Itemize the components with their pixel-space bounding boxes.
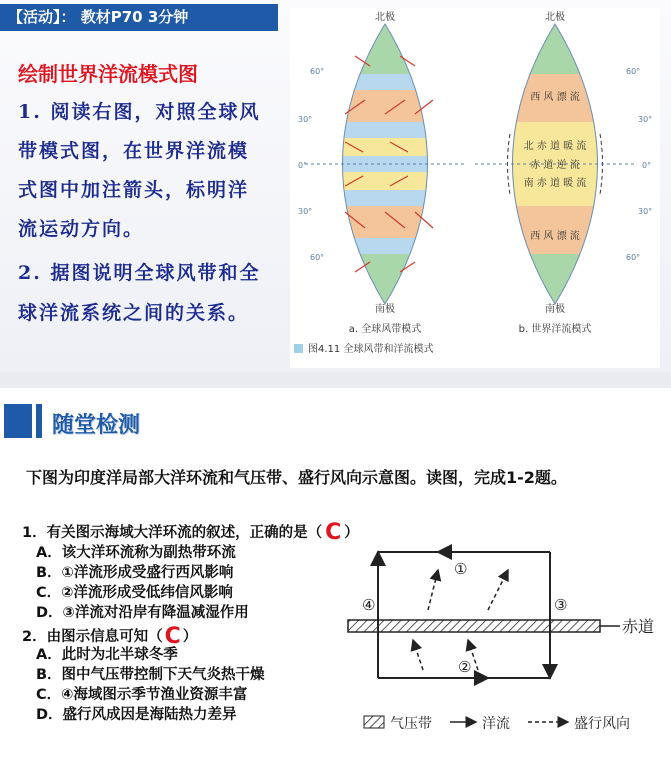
current-band-label: 南 赤 道 暖 流: [523, 178, 587, 189]
section-bar: [36, 404, 42, 438]
quiz-intro: 下图为印度洋局部大洋环流和气压带、盛行风向示意图。读图，完成1-2题。: [26, 468, 567, 487]
option-d: D．盛行风成因是海陆热力差异: [36, 707, 237, 723]
lat-label: 0°: [298, 161, 308, 170]
question-stem-close: ）: [182, 629, 198, 645]
lat-label: 30°: [638, 207, 653, 216]
figure-caption: 图4.11 全球风带和洋流模式: [308, 344, 434, 355]
task-line: 带模式图，在世界洋流模: [18, 140, 250, 162]
option-c: C．④海域图示季节渔业资源丰富: [36, 687, 248, 703]
lat-label: 60°: [626, 253, 641, 262]
current-band-label: 北 赤 道 暖 流: [523, 141, 587, 152]
left-south-label: 南极: [375, 304, 395, 315]
legend-pressure-label: 气压带: [390, 716, 432, 732]
lat-label: 30°: [298, 207, 313, 216]
right-caption: b. 世界洋流模式: [518, 324, 592, 335]
right-south-label: 南极: [545, 304, 565, 315]
right-north-label: 北极: [545, 12, 565, 23]
legend-wind-label: 盛行风向: [574, 716, 630, 732]
left-north-label: 北极: [375, 12, 395, 23]
question-stem-text: 1．有关图示海域大洋环流的叙述，正确的是（: [22, 525, 323, 541]
label-1: ①: [454, 560, 468, 578]
option-b: B．图中气压带控制下天气炎热干燥: [36, 667, 265, 683]
wind-belt-globe: [295, 24, 475, 304]
task-line: 1. 阅读右图，对照全球风: [18, 101, 261, 123]
task-line: 式图中加注箭头，标明洋: [18, 179, 250, 201]
answer-mark: C: [325, 520, 342, 545]
section-bar: [4, 404, 32, 438]
option-a: A．此时为北半球冬季: [36, 647, 178, 663]
caption-marker: [294, 344, 303, 353]
lat-label: 60°: [310, 253, 325, 262]
answer-mark: C: [164, 624, 181, 649]
slide-divider: [0, 372, 671, 388]
option-c: C．②洋流形成受低纬信风影响: [36, 585, 233, 601]
question-stem-close: ）: [344, 525, 359, 541]
left-caption: a. 全球风带模式: [348, 324, 422, 335]
pressure-belt: [348, 620, 600, 632]
current-band-label: 西 风 漂 流: [530, 231, 580, 242]
option-b: B．①洋流形成受盛行西风影响: [36, 565, 234, 581]
equator-label: 赤道: [622, 617, 655, 636]
question-stem-text: 2．由图示信息可知（: [22, 629, 163, 645]
label-4: ④: [362, 596, 376, 614]
current-band-label: 赤 道 逆 流: [530, 160, 580, 171]
lat-label: 60°: [310, 67, 325, 76]
legend-pressure-swatch: [364, 716, 384, 728]
legend-current-label: 洋流: [482, 716, 510, 732]
activity-title: 绘制世界洋流模式图: [18, 62, 198, 86]
option-d: D．③洋流对沿岸有降温减湿作用: [36, 605, 249, 621]
option-a: A．该大洋环流称为副热带环流: [36, 545, 236, 561]
current-band-label: 西 风 漂 流: [530, 92, 580, 103]
task-line: 球洋流系统之间的关系。: [18, 302, 250, 324]
label-3: ③: [554, 596, 568, 614]
circulation-diagram: [328, 540, 664, 752]
lat-label: 30°: [638, 115, 653, 124]
lat-label: 0°: [642, 161, 652, 170]
globe-diagrams: [290, 8, 660, 368]
lat-label: 60°: [626, 67, 641, 76]
activity-banner: 【活动】： 教材P70 3分钟: [0, 4, 278, 31]
label-2: ②: [458, 658, 472, 676]
wind-current-figure: [290, 8, 660, 368]
task-line: 流运动方向。: [18, 218, 145, 240]
lat-label: 30°: [298, 115, 313, 124]
question-1-stem: [22, 518, 359, 543]
section-title: 随堂检测: [52, 413, 141, 438]
task-line: 2. 据图说明全球风带和全: [18, 262, 261, 284]
